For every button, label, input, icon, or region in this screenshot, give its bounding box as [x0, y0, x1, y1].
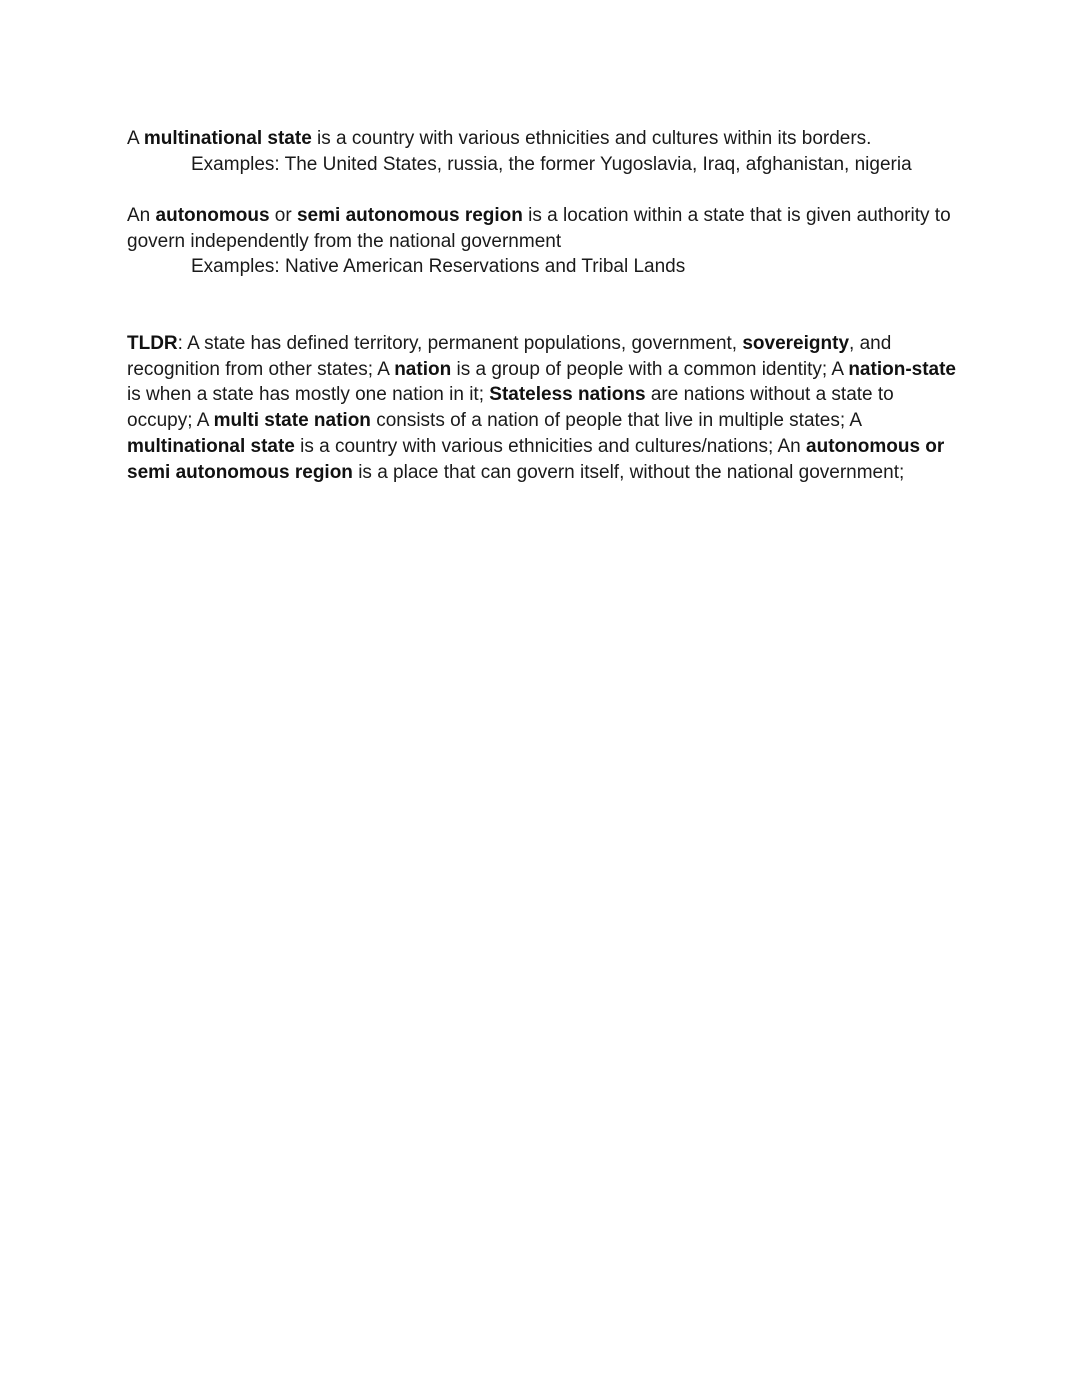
multinational-state-paragraph [127, 126, 957, 152]
multinational-state-examples: Examples: The United States, russia, the former Yugoslavia, Iraq, afghanistan, nigeria [191, 153, 912, 175]
term-multi-state-nation: multi state nation [213, 410, 371, 432]
tldr-label: TLDR [127, 333, 178, 354]
term-stateless-nations: Stateless nations [489, 384, 646, 406]
text-run: A [127, 128, 144, 149]
term-multinational-state: multinational state [143, 128, 312, 149]
autonomous-region-paragraph [127, 203, 957, 254]
term-nation: nation [394, 358, 452, 380]
term-semi-autonomous-region: semi autonomous region [296, 205, 523, 226]
autonomous-region-definition [127, 203, 957, 280]
multinational-state-definition [127, 126, 957, 177]
text-run: is a location within a state that is given authority to govern independently from the national government [127, 205, 951, 252]
text-run: is a place that can govern itself, without the national government; [352, 461, 905, 483]
text-run: is a group of people with a common identity; A [451, 358, 849, 380]
text-run: is a country with various ethnicities and cultures within its borders. [311, 128, 872, 149]
term-nation-state: nation-state [848, 358, 957, 380]
text-run: or [269, 205, 297, 226]
text-run: An [127, 205, 156, 226]
text-run: is a country with various ethnicities and cultures/nations; An [294, 435, 807, 457]
tldr-summary [127, 331, 957, 485]
term-autonomous-region-summary: autonomous or semi autonomous region [127, 435, 945, 483]
tldr-paragraph [127, 331, 957, 485]
term-sovereignty: sovereignty [742, 333, 850, 354]
text-run: : A state has defined territory, permanent populations, government, [177, 333, 743, 354]
term-multinational-state-summary: multinational state [127, 435, 295, 457]
term-autonomous: autonomous [155, 205, 270, 226]
text-run: consists of a nation of people that live in multiple states; A [370, 410, 861, 432]
autonomous-region-examples: Examples: Native American Reservations and Tribal Lands [191, 256, 686, 278]
text-run: are nations without a state to occupy; A [127, 384, 894, 432]
text-run: , and recognition from other states; A [127, 333, 892, 380]
text-run: is when a state has mostly one nation in it; [127, 384, 490, 406]
